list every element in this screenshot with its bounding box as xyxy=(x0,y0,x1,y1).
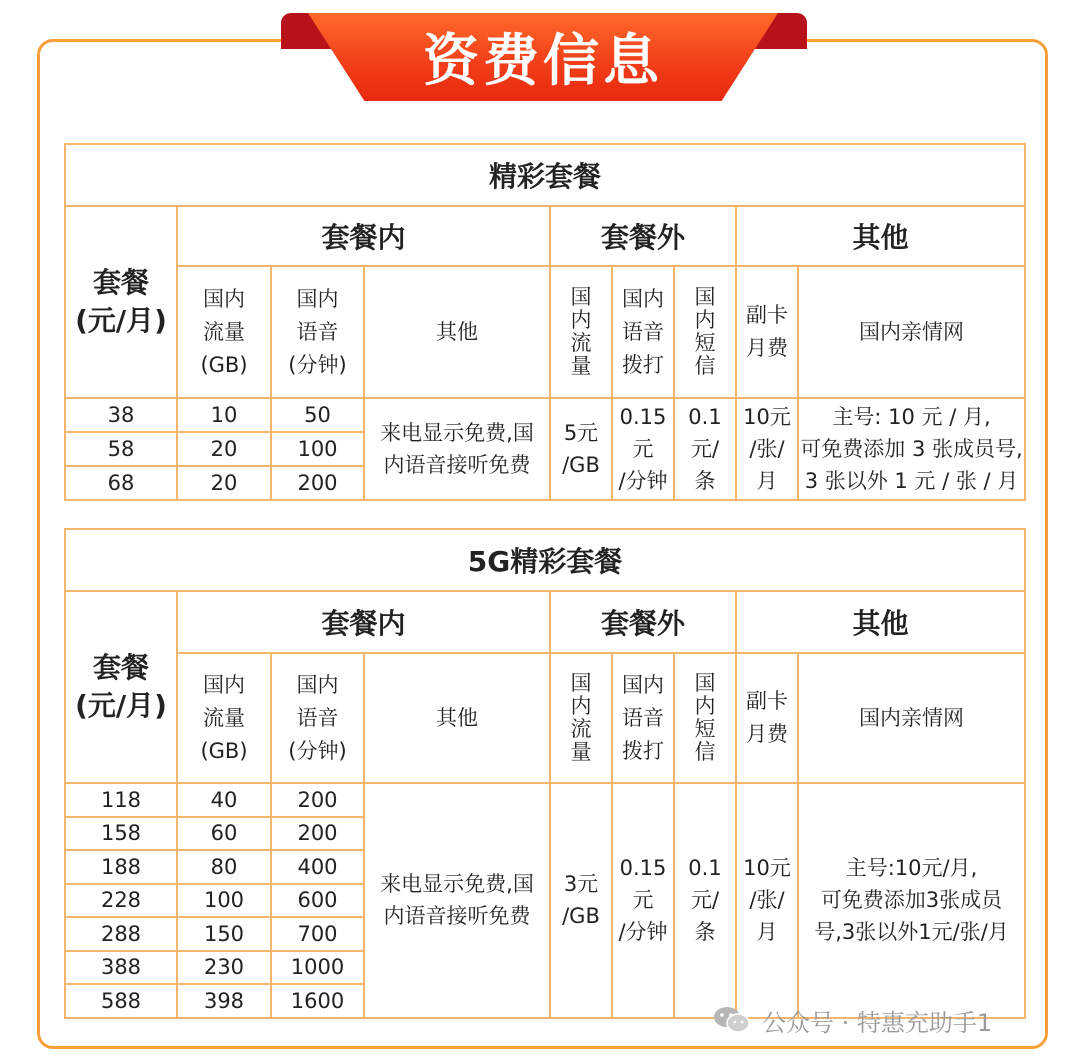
other-benefits: 来电显示免费,国 内语音接听免费 xyxy=(364,398,550,500)
voice-minutes: 50 xyxy=(271,398,364,432)
sub-other: 其他 xyxy=(364,653,550,783)
plan-price: 68 xyxy=(65,466,177,500)
table-row xyxy=(65,398,1025,432)
out-data-price: 5元 /GB xyxy=(550,398,612,500)
plan-price: 228 xyxy=(65,884,177,918)
plan-price: 388 xyxy=(65,951,177,985)
sub-other: 其他 xyxy=(364,266,550,398)
other-benefits: 来电显示免费,国 内语音接听免费 xyxy=(364,783,550,1018)
voice-minutes: 200 xyxy=(271,466,364,500)
watermark-text: 公众号 · 特惠充助手1 xyxy=(762,1008,993,1037)
sub-card-fee: 10元 /张/ 月 xyxy=(736,783,798,1018)
plan-price: 288 xyxy=(65,917,177,951)
plan-price: 588 xyxy=(65,984,177,1018)
table-row xyxy=(65,783,1025,817)
data-amount: 80 xyxy=(177,850,271,884)
data-amount: 398 xyxy=(177,984,271,1018)
sub-sub-card: 副卡 月费 xyxy=(736,266,798,398)
sub-domestic-voice: 国内 语音 (分钟) xyxy=(271,266,364,398)
data-amount: 10 xyxy=(177,398,271,432)
voice-minutes: 200 xyxy=(271,817,364,851)
out-sms-price: 0.1 元/ 条 xyxy=(674,783,736,1018)
sub-sub-card: 副卡 月费 xyxy=(736,653,798,783)
group-other: 其他 xyxy=(736,591,1025,653)
watermark xyxy=(712,1000,992,1040)
table-title: 5G精彩套餐 xyxy=(65,529,1025,591)
voice-minutes: 700 xyxy=(271,917,364,951)
group-inside: 套餐内 xyxy=(177,591,550,653)
sub-family: 国内亲情网 xyxy=(798,266,1025,398)
data-amount: 100 xyxy=(177,884,271,918)
data-amount: 20 xyxy=(177,432,271,466)
plan-table xyxy=(64,143,1026,501)
sub-family: 国内亲情网 xyxy=(798,653,1025,783)
sub-out-call: 国内 语音 拨打 xyxy=(612,266,674,398)
family-network: 主号: 10 元 / 月, 可免费添加 3 张成员号, 3 张以外 1 元 / 张 / 月 xyxy=(798,398,1025,500)
plan-price: 118 xyxy=(65,783,177,817)
plan-price: 188 xyxy=(65,850,177,884)
sub-domestic-voice: 国内 语音 (分钟) xyxy=(271,653,364,783)
plan-price: 58 xyxy=(65,432,177,466)
family-network: 主号:10元/月, 可免费添加3张成员 号,3张以外1元/张/月 xyxy=(798,783,1025,1018)
out-data-price: 3元 /GB xyxy=(550,783,612,1018)
sub-out-data: 国 内 流 量 xyxy=(550,653,612,783)
data-amount: 20 xyxy=(177,466,271,500)
plan-header: 套餐 (元/月) xyxy=(65,591,177,783)
data-amount: 150 xyxy=(177,917,271,951)
group-outside: 套餐外 xyxy=(550,591,736,653)
page-title: 资费信息 xyxy=(423,29,663,94)
plan-price: 38 xyxy=(65,398,177,432)
plan-price: 158 xyxy=(65,817,177,851)
voice-minutes: 600 xyxy=(271,884,364,918)
sub-out-call: 国内 语音 拨打 xyxy=(612,653,674,783)
voice-minutes: 1000 xyxy=(271,951,364,985)
sub-domestic-data: 国内 流量 (GB) xyxy=(177,266,271,398)
group-other: 其他 xyxy=(736,206,1025,266)
voice-minutes: 200 xyxy=(271,783,364,817)
plan-header: 套餐 (元/月) xyxy=(65,206,177,398)
sub-card-fee: 10元 /张/ 月 xyxy=(736,398,798,500)
group-outside: 套餐外 xyxy=(550,206,736,266)
voice-minutes: 100 xyxy=(271,432,364,466)
out-call-price: 0.15 元 /分钟 xyxy=(612,783,674,1018)
out-sms-price: 0.1 元/ 条 xyxy=(674,398,736,500)
plan-table xyxy=(64,528,1026,1019)
group-inside: 套餐内 xyxy=(177,206,550,266)
wechat-icon xyxy=(712,1005,752,1035)
sub-out-sms: 国 内 短 信 xyxy=(674,653,736,783)
data-amount: 40 xyxy=(177,783,271,817)
voice-minutes: 400 xyxy=(271,850,364,884)
data-amount: 60 xyxy=(177,817,271,851)
table-title: 精彩套餐 xyxy=(65,144,1025,206)
voice-minutes: 1600 xyxy=(271,984,364,1018)
sub-out-data: 国 内 流 量 xyxy=(550,266,612,398)
sub-out-sms: 国 内 短 信 xyxy=(674,266,736,398)
data-amount: 230 xyxy=(177,951,271,985)
sub-domestic-data: 国内 流量 (GB) xyxy=(177,653,271,783)
out-call-price: 0.15 元 /分钟 xyxy=(612,398,674,500)
